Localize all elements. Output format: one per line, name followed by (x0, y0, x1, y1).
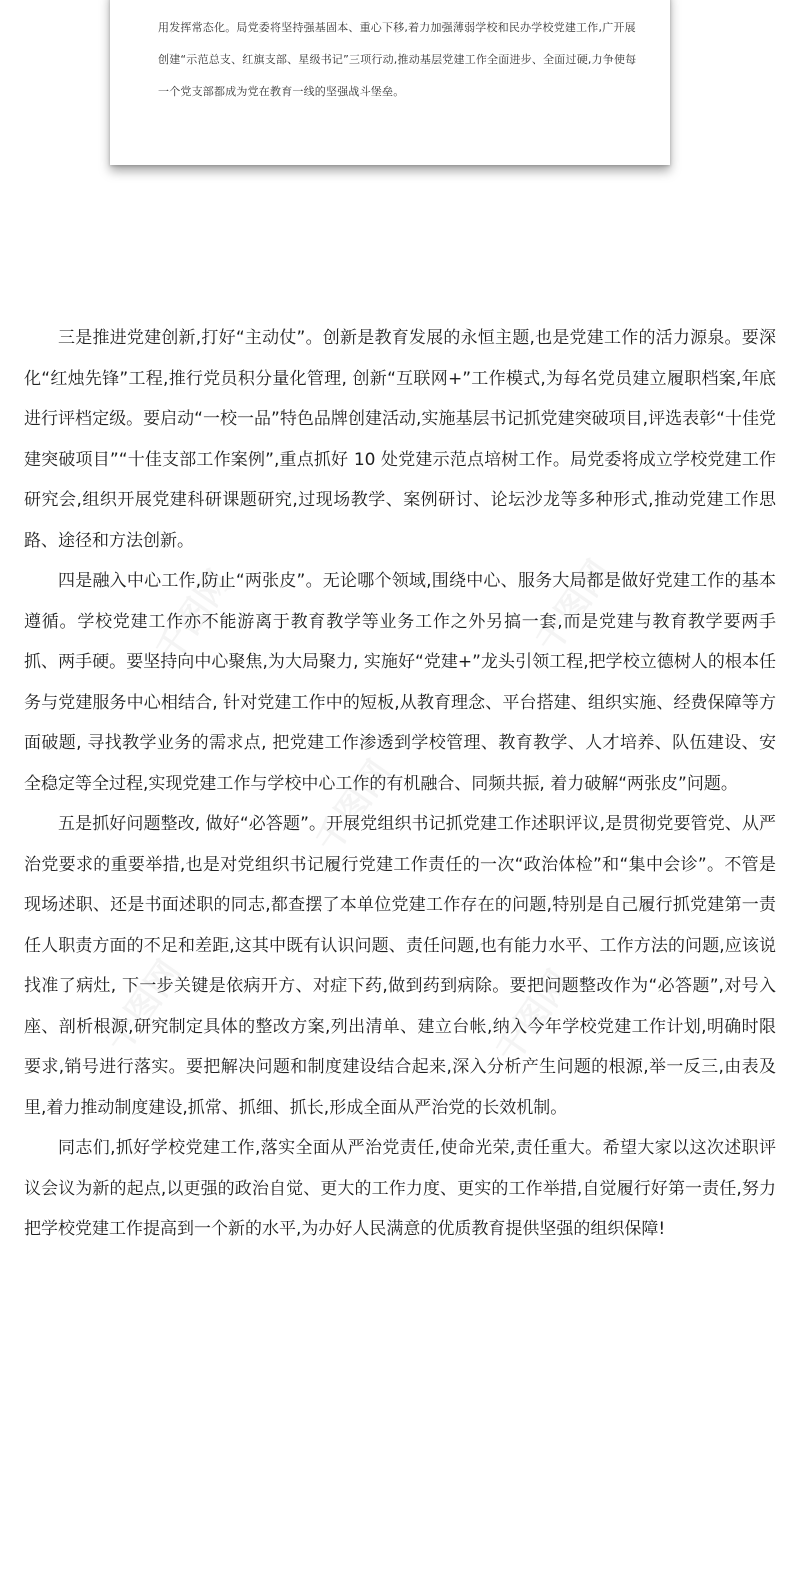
paragraph-rectification: 五是抓好问题整改, 做好“必答题”。开展党组织书记抓党建工作述职评议,是贯彻党要管党、从严治党要求的重要举措,也是对党组织书记履行党建工作责任的一次“政治体检”和“集中会诊”。不管是现场述职、还是书面述职的同志,都查摆了本单位党建工作存在的问题,特别是自己履行抓党建第一责任人职责方面的不足和差距,这其中既有认识问题、责任问题,也有能力水平、工作方法的问题,应该说找准了病灶, 下一步关键是依病开方、对症下药,做到药到病除。要把问题整改作为“必答题”,对号入座、剖析根源,研究制定具体的整改方案,列出清单、建立台帐,纳入今年学校党建工作计划,明确时限要求,销号进行落实。要把解决问题和制度建设结合起来,深入分析产生问题的根源,举一反三,由表及里,着力推动制度建设,抓常、抓细、抓长,形成全面从严治党的长效机制。 (24, 814, 776, 1118)
document-preview-card (110, 0, 670, 165)
paragraph-closing: 同志们,抓好学校党建工作,落实全面从严治党责任,使命光荣,责任重大。希望大家以这次述职评议会议为新的起点,以更强的政治自觉、更大的工作力度、更实的工作举措,自觉履行好第一责任,努力把学校党建工作提高到一个新的水平,为办好人民满意的优质教育提供坚强的组织保障! (24, 1138, 776, 1239)
watermark: 千图网 (148, 563, 240, 670)
card-paragraph: 用发挥常态化。局党委将坚持强基固本、重心下移,着力加强薄弱学校和民办学校党建工作,广开展创建“示范总支、红旗支部、星级书记”三项行动,推动基层党建工作全面进步、全面过硬,力争使每一个党支部都成为党在教育一线的坚强战斗堡垒。 (158, 21, 637, 98)
document-body (24, 318, 776, 1250)
paragraph-central-work: 四是融入中心工作,防止“两张皮”。无论哪个领域,围绕中心、服务大局都是做好党建工作的基本遵循。学校党建工作亦不能游离于教育教学等业务工作之外另搞一套,而是党建与教育教学要两手抓、两手硬。要坚持向中心聚焦,为大局聚力, 实施好“党建+”龙头引领工程,把学校立德树人的根本任务与党建服务中心相结合, 针对党建工作中的短板,从教育理念、平台搭建、组织实施、经费保障等方面破题, 寻找教学业务的需求点, 把党建工作渗透到学校管理、教育教学、人才培养、队伍建设、安全稳定等全过程,实现党建工作与学校中心工作的有机融合、同频共振, 着力破解“两张皮”问题。 (24, 571, 776, 794)
watermark: 千图网 (528, 553, 620, 660)
watermark: 千图网 (98, 953, 190, 1060)
watermark: 千图网 (488, 963, 580, 1070)
paragraph-innovation: 三是推进党建创新,打好“主动仗”。创新是教育发展的永恒主题,也是党建工作的活力源泉。要深化“红烛先锋”工程,推行党员积分量化管理, 创新“互联网+”工作模式,为每名党员建立履职档案,年底进行评档定级。要启动“一校一品”特色品牌创建活动,实施基层书记抓党建突破项目,评选表彰“十佳党建突破项目”“十佳支部工作案例”,重点抓好 10 处党建示范点培树工作。局党委将成立学校党建工作研究会,组织开展党建科研课题研究,过现场教学、案例研讨、论坛沙龙等多种形式,推动党建工作思路、途径和方法创新。 (24, 328, 776, 551)
watermark: 千图网 (308, 753, 400, 860)
